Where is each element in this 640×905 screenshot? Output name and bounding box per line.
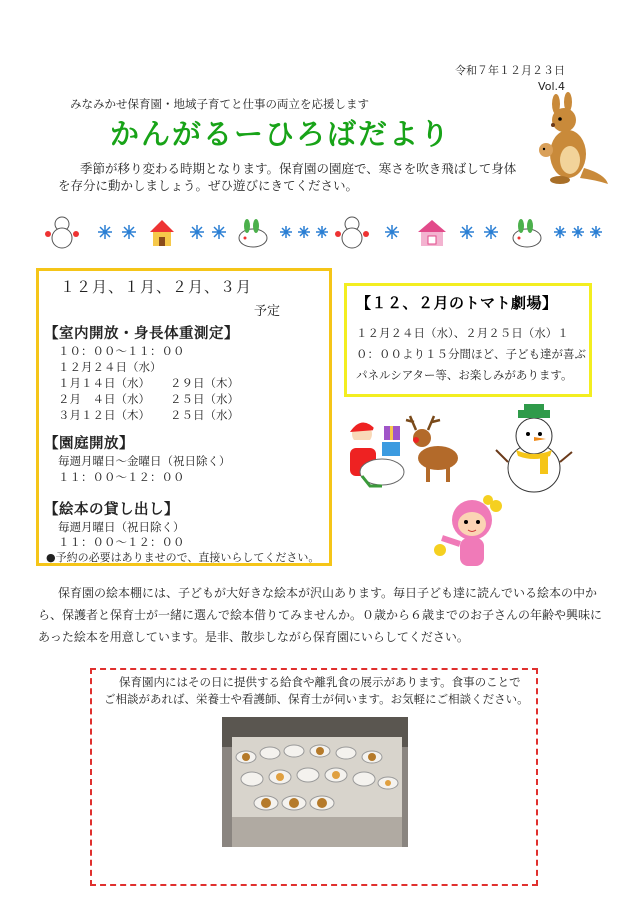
indoor-date-row: ２月 ４日（水）	[58, 392, 150, 406]
indoor-date-row: １月１４日（水）	[58, 376, 150, 390]
tomato-theater-title: 【１２、２月のトマト劇場】	[356, 294, 558, 312]
snow-rabbit-icon	[513, 219, 541, 247]
house-icon	[150, 220, 174, 246]
snowflake-icon	[190, 225, 226, 239]
tomato-theater-text: １２月２４日（水）、２月２５日（水）１０：００より１５分間ほど、子ども達が喜ぶパネルシアター等、お楽しみがあります。	[356, 326, 586, 382]
picture-book-paragraph: 保育園の絵本棚には、子どもが大好きな絵本が沢山あります。毎日子ども達に読んでいる絵本の中から、保護者と保育士が一緒に選んで絵本借りてみませんか。０歳から６歳までのお子さんの年齢や興味にあった絵本を用意しています。是非、散歩しながら保育園にいらしてください。	[38, 586, 603, 644]
snowflake-icon	[460, 225, 498, 239]
indoor-date-row-2: ２５日（水）	[170, 392, 239, 406]
winter-decoration-border	[40, 212, 610, 252]
indoor-title: 【室内開放・身長体重測定】	[44, 326, 239, 342]
intro-text: 季節が移り変わる時期となります。保育園の園庭で、寒さを吹き飛ばして身体を存分に動かしましょう。ぜひ遊びにきてください。	[58, 161, 517, 193]
books-time: １１：００～１２：００	[58, 535, 185, 549]
garden-days: 毎週月曜日～金曜日（祝日除く）	[58, 454, 231, 468]
reservation-note: ●予約の必要はありませので、直接いらしてください。	[46, 551, 320, 564]
snowman-icon	[45, 217, 79, 248]
books-title: 【絵本の貸し出し】	[44, 502, 179, 518]
indoor-date-row-2: ２９日（木）	[170, 376, 239, 390]
indoor-time: １０：００～１１：００	[58, 344, 185, 358]
garden-time: １１：００～１２：００	[58, 470, 185, 484]
kangaroo-illustration	[530, 92, 610, 187]
snowflake-icon	[280, 226, 328, 238]
snowflake-icon	[554, 226, 602, 238]
snowflake-icon	[385, 225, 399, 239]
newsletter-subtitle: みなみかせ保育園・地域子育てと仕事の両立を応援します	[70, 97, 369, 111]
schedule-yotei: 予定	[254, 304, 281, 319]
house-icon	[418, 220, 446, 246]
food-display-photo	[222, 717, 408, 847]
volume-number: Vol.4	[538, 80, 565, 93]
indoor-date-row: ３月１２日（木）	[58, 408, 150, 422]
snowflake-icon	[98, 225, 136, 239]
snowman-illustration	[494, 404, 574, 496]
pink-character-illustration	[428, 490, 516, 578]
books-days: 毎週月曜日（祝日除く）	[58, 520, 185, 534]
snowman-icon	[335, 217, 369, 248]
garden-title: 【園庭開放】	[44, 436, 134, 452]
indoor-date-row-2: ２５日（水）	[170, 408, 239, 422]
schedule-heading: １２月、１月、２月、３月	[60, 278, 253, 296]
indoor-date-row: １２月２４日（水）	[58, 360, 162, 374]
santa-reindeer-illustration	[342, 412, 470, 488]
newsletter-title: かんがるーひろばだより	[110, 117, 452, 151]
snow-rabbit-icon	[239, 219, 267, 247]
issue-date: 令和７年１２月２３日	[455, 64, 565, 77]
food-display-text: 保育園内にはその日に提供する給食や離乳食の展示があります。食事のことでご相談があれば、栄養士や看護師、保育士が伺います。お気軽にご相談ください。	[104, 675, 529, 706]
